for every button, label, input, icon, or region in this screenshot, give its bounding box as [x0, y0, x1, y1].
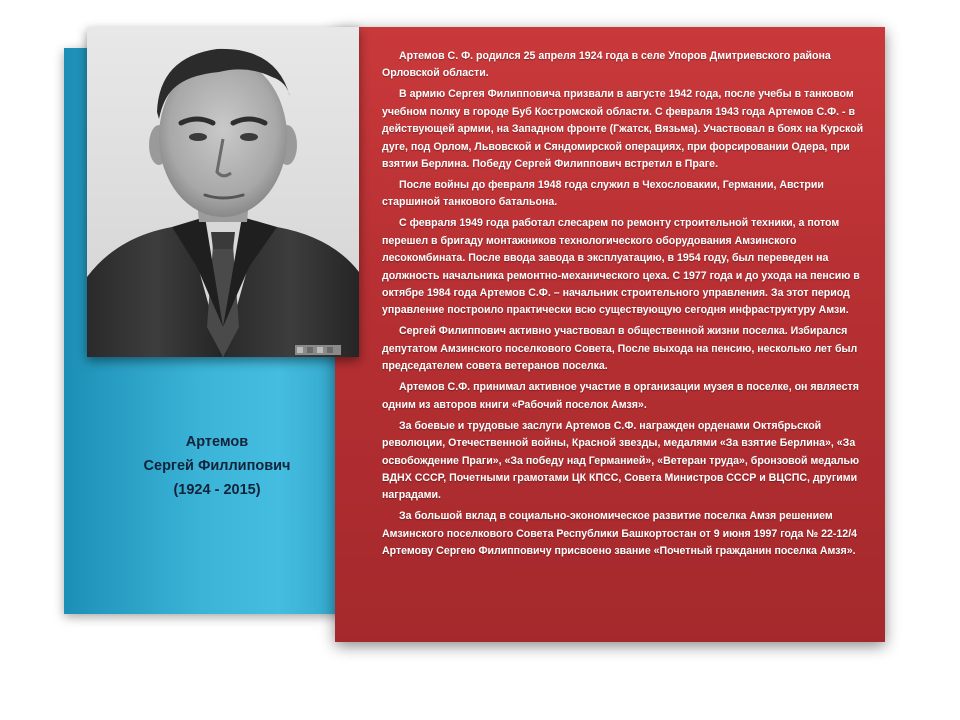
bio-paragraph: С февраля 1949 года работал слесарем по ремонту строительной техники, а потом перешел в бригаду монтажников технологического оборудования Амзинского лесокомбината. После ввода завода в эксплуатацию, в 1954 году, был переведен на должность начальника ремонтно-механического цеха. С 1977 года и до ухода на пенсию в октябре 1984 года Артемов С.Ф. – начальник строительного управления. За этот период управление построило практически всю существующую сегодня инфраструктуру Амзи. — [382, 217, 860, 317]
caption-surname: Артемов — [185, 434, 249, 450]
portrait-photo — [87, 27, 359, 357]
biography-text — [382, 48, 872, 564]
bio-paragraph: Артемов С.Ф. принимал активное участие в организации музея в поселке, он являестя одним из авторов книги «Рабочий поселок Амзя». — [382, 381, 859, 411]
bio-paragraph: Сергей Филиппович активно участвовал в общественной жизни поселка. Избирался депутатом Амзинского поселкового Совета, После выхода на пенсию, несколько лет был председателем совета ветеранов поселка. — [382, 325, 858, 373]
bio-paragraph: За боевые и трудовые заслуги Артемов С.Ф. награжден орденами Октябрьской революции, Отечественной войны, Красной звезды, медалями «За взятие Берлина», «За освобождение Праги», «За победу над Германией», «Ветеран труда», бронзовой медалью ВДНХ СССР, Почетными грамотами ЦК КПСС, Совета Министров СССР и ВЦСПС, другими наградами. — [382, 419, 860, 502]
caption-name: Сергей Филлипович — [143, 458, 291, 474]
bio-paragraph: За большой вклад в социально-экономическое развитие поселка Амзя решением Амзинского поселкового Совета Республики Башкортостан от 9 июня 1997 года № 22-12/4 Артемову Сергею Филипповичу присвоено звание «Почетный гражданин поселка Амзя». — [382, 510, 858, 558]
bio-paragraph: После войны до февраля 1948 года служил в Чехословакии, Германии, Австрии старшиной танкового батальона. — [382, 179, 824, 209]
bio-paragraph: Артемов С. Ф. родился 25 апреля 1924 года в селе Упоров Дмитриевского района Орловской области. — [382, 50, 831, 80]
caption-years: (1924 - 2015) — [173, 482, 261, 498]
portrait-photo-icon — [87, 27, 359, 357]
portrait-caption — [86, 430, 348, 502]
bio-paragraph: В армию Сергея Филипповича призвали в августе 1942 года, после учебы в танковом учебном полку в городе Буб Костромской области. С февраля 1943 года Артемов С.Ф. - в действующей армии, на Западном фронте (Гжатск, Вязьма). Участвовал в боях на Курской дуге, под Орлом, Львовской и Сяндомирской операциях, при форсировании Одера, при взятии Берлина. Победу Сергей Филиппович встретил в Праге. — [382, 88, 864, 171]
